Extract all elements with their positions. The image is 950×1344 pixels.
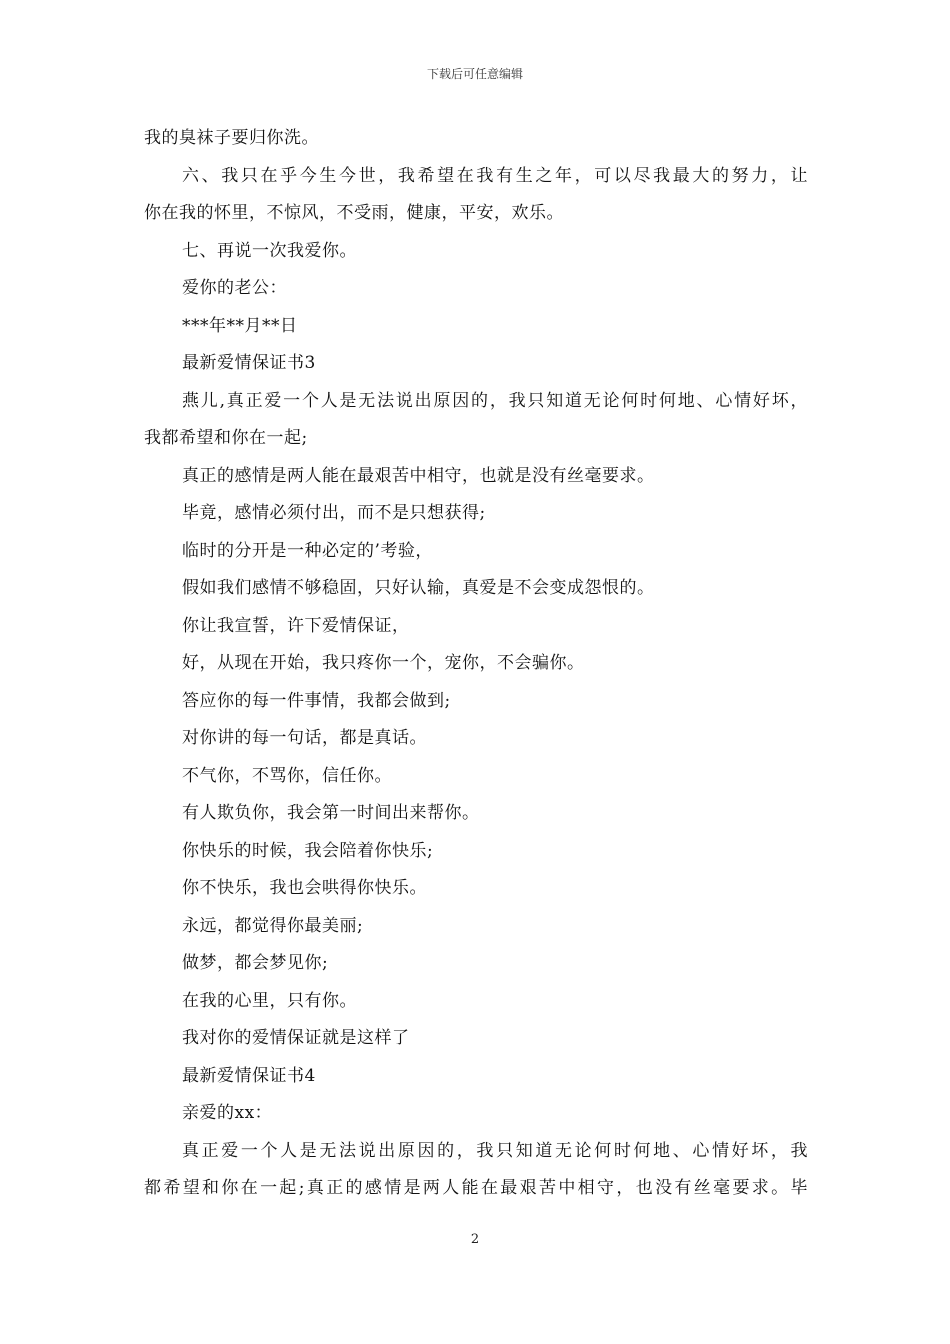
text-line: 对你讲的每一句话，都是真话。 [182, 728, 427, 748]
text-line: 你在我的怀里，不惊风，不受雨，健康，平安，欢乐。 [144, 203, 564, 223]
text-line: 都希望和你在一起;真正的感情是两人能在最艰苦中相守，也没有丝毫要求。毕 [144, 1178, 808, 1198]
text-line: ***年**月**日 [182, 315, 298, 336]
text-line: 我的臭袜子要归你洗。 [144, 128, 319, 148]
text-line: 我对你的爱情保证就是这样了 [182, 1028, 410, 1048]
text-line: 在我的心里，只有你。 [182, 990, 357, 1011]
text-line: 我都希望和你在一起; [144, 428, 308, 448]
text-line: 你不快乐，我也会哄得你快乐。 [182, 878, 427, 898]
text-line: 燕儿,真正爱一个人是无法说出原因的，我只知道无论何时何地、心情好坏， [182, 390, 808, 411]
text-line: 你快乐的时候，我会陪着你快乐; [182, 840, 434, 861]
page-number: 2 [470, 1232, 480, 1247]
section-title: 最新爱情保证书3 [182, 353, 316, 373]
text-line: 爱你的老公： [182, 278, 287, 298]
text-line: 不气你，不骂你，信任你。 [182, 765, 392, 786]
text-line: 真正爱一个人是无法说出原因的，我只知道无论何时何地、心情好坏，我 [182, 1140, 808, 1161]
text-line: 答应你的每一件事情，我都会做到; [182, 690, 451, 711]
text-line: 亲爱的xx： [182, 1103, 273, 1123]
text-line: 好，从现在开始，我只疼你一个，宠你，不会骗你。 [182, 653, 585, 673]
text-line: 真正的感情是两人能在最艰苦中相守，也就是没有丝毫要求。 [182, 465, 655, 486]
text-line: 六、我只在乎今生今世，我希望在我有生之年，可以尽我最大的努力，让 [182, 165, 808, 186]
page-header: 下载后可任意编辑 [426, 67, 523, 81]
text-line: 永远，都觉得你最美丽; [182, 915, 364, 936]
text-line: 有人欺负你，我会第一时间出来帮你。 [182, 803, 480, 823]
text-line: 临时的分开是一种必定的’考验， [182, 540, 433, 561]
text-line: 七、再说一次我爱你。 [182, 240, 357, 261]
section-title: 最新爱情保证书4 [182, 1065, 316, 1086]
document-body [144, 120, 808, 1208]
text-line: 假如我们感情不够稳固，只好认输，真爱是不会变成怨恨的。 [182, 578, 655, 598]
text-line: 毕竟，感情必须付出，而不是只想获得; [182, 503, 486, 523]
text-line: 做梦，都会梦见你; [182, 953, 329, 973]
text-line: 你让我宣誓，许下爱情保证， [182, 615, 410, 636]
